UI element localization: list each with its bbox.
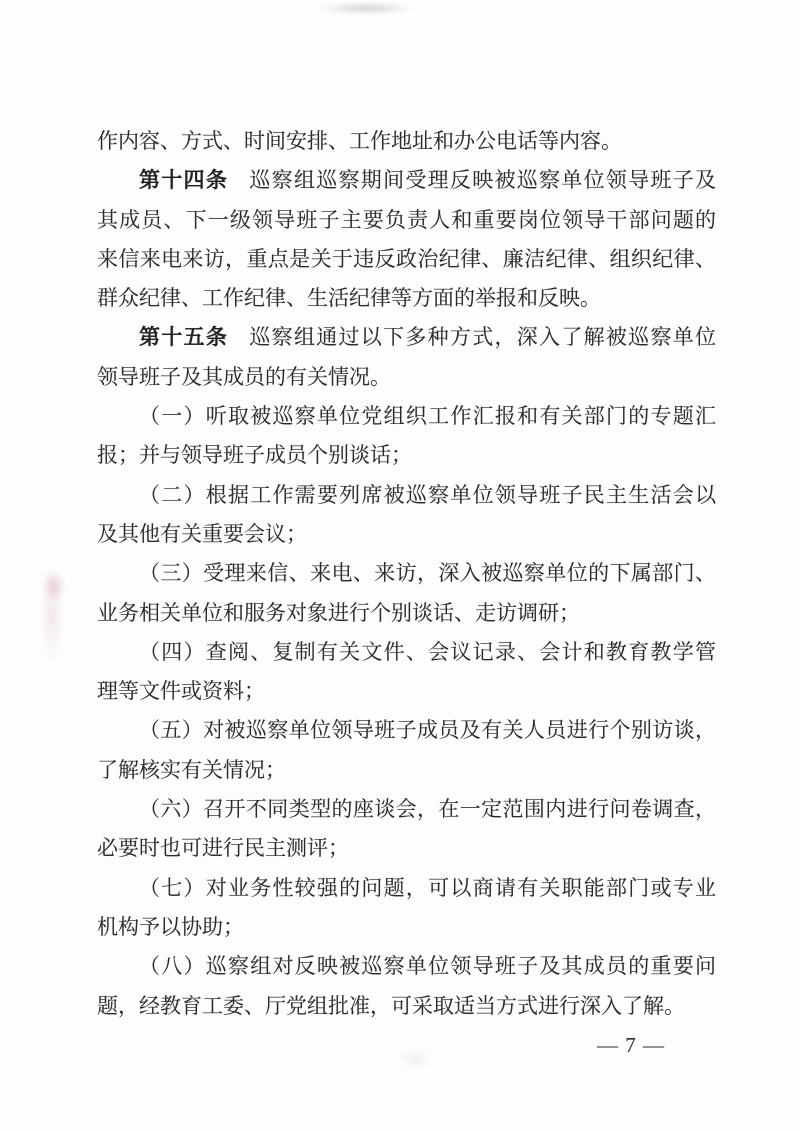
text-line: （六）召开不同类型的座谈会，在一定范围内进行问卷调查， xyxy=(139,797,716,822)
text-line: 其成员、下一级领导班子主要负责人和重要岗位领导干部问题的 xyxy=(97,207,716,232)
text-line: 必要时也可进行民主测评； xyxy=(97,836,349,861)
line-text: 巡察组通过以下多种方式，深入了解被巡察单位 xyxy=(248,325,716,350)
text-line: （八）巡察组对反映被巡察单位领导班子及其成员的重要问 xyxy=(139,954,716,979)
text-line: （一）听取被巡察单位党组织工作汇报和有关部门的专题汇 xyxy=(139,404,716,429)
text-line: 及其他有关重要会议； xyxy=(97,521,307,546)
page-number: — 7 — xyxy=(597,1033,665,1057)
article-number: 第十四条 xyxy=(139,168,229,193)
text-line xyxy=(97,161,716,200)
line-text: 巡察组巡察期间受理反映被巡察单位领导班子及 xyxy=(248,168,716,193)
article-number: 第十五条 xyxy=(139,325,229,350)
text-line: （五）对被巡察单位领导班子成员及有关人员进行个别访谈， xyxy=(139,718,716,743)
text-line xyxy=(97,318,716,357)
text-line: 作内容、方式、时间安排、工作地址和办公电话等内容。 xyxy=(97,129,622,153)
text-line: 理等文件或资料； xyxy=(97,679,265,704)
text-line: 领导班子及其成员的有关情况。 xyxy=(97,364,391,389)
text-line: 业务相关单位和服务对象进行个别谈话、走访调研； xyxy=(97,600,580,625)
text-line: （四）查阅、复制有关文件、会议记录、会计和教育教学管 xyxy=(139,639,716,664)
text-line: （二）根据工作需要列席被巡察单位领导班子民主生活会以 xyxy=(139,482,716,507)
text-line: 来信来电来访，重点是关于违反政治纪律、廉洁纪律、组织纪律、 xyxy=(97,246,716,271)
document-text-block xyxy=(97,122,716,1026)
text-line: 报；并与领导班子成员个别谈话； xyxy=(97,443,412,468)
text-line: （七）对业务性较强的问题，可以商请有关职能部门或专业 xyxy=(139,875,716,900)
text-line: （三）受理来信、来电、来访，深入被巡察单位的下属部门、 xyxy=(139,561,716,586)
scan-speckle-top xyxy=(298,2,434,18)
scan-smudge-bottom xyxy=(392,1046,438,1072)
text-line: 了解核实有关情况； xyxy=(97,757,286,782)
scan-smudge-left-margin xyxy=(34,546,70,672)
text-line: 群众纪律、工作纪律、生活纪律等方面的举报和反映。 xyxy=(97,286,601,311)
text-line: 机构予以协助； xyxy=(97,914,244,939)
text-line: 题，经教育工委、厅党组批准，可采取适当方式进行深入了解。 xyxy=(97,993,685,1018)
